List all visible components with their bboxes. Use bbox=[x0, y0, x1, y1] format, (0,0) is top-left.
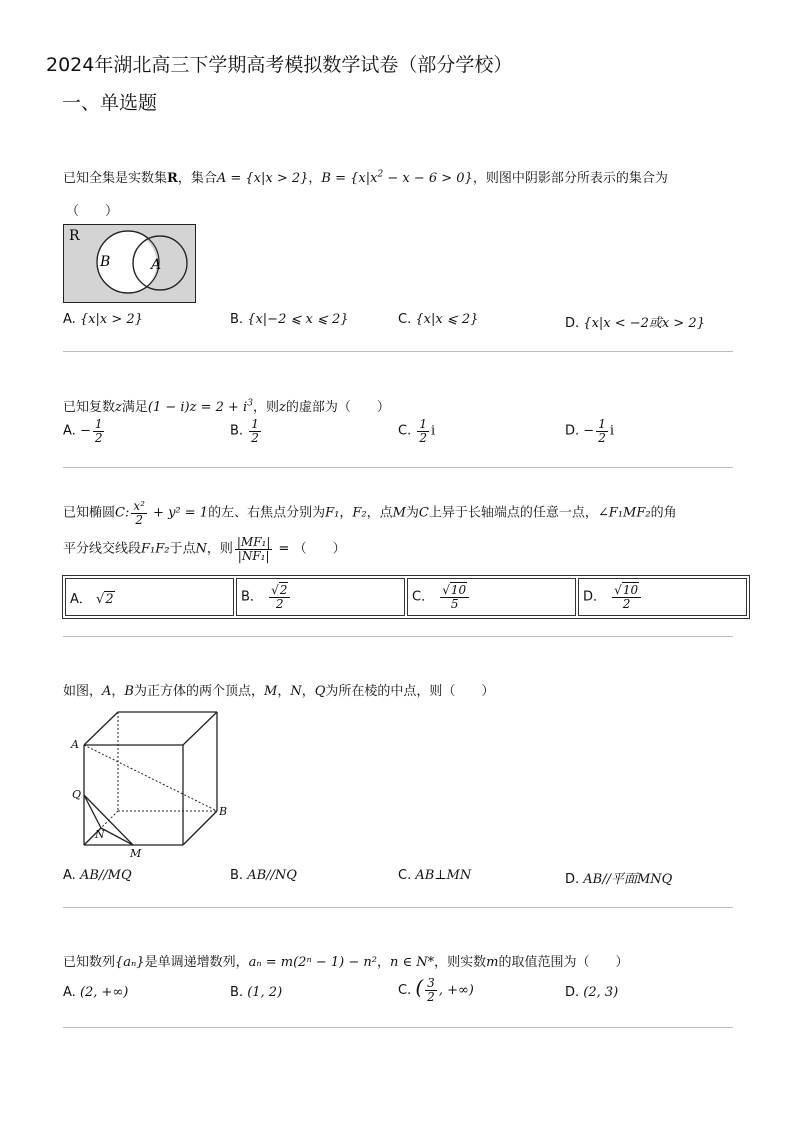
q3-options-table bbox=[62, 575, 750, 619]
divider bbox=[63, 467, 733, 468]
q5-option-b[interactable]: B. (1, 2) bbox=[230, 985, 283, 1000]
q1-option-b[interactable]: B. {x|−2 ⩽ x ⩽ 2} bbox=[230, 312, 349, 327]
q3-option-c[interactable]: C． $\frac{√10}{5}$ bbox=[407, 578, 576, 616]
q1-option-a[interactable]: A. {x|x > 2} bbox=[63, 312, 143, 327]
q1-option-d[interactable]: D. {x|x < −2或x > 2} bbox=[565, 316, 705, 331]
q2-option-c[interactable]: C. $\frac{1}{2}$ i bbox=[398, 417, 436, 445]
divider bbox=[63, 351, 733, 352]
question-4-stem: 如图，A，B为正方体的两个顶点，M，N，Q为所在棱的中点，则（ ） bbox=[63, 684, 495, 699]
q2-option-b[interactable]: B. $\frac{1}{2}$ bbox=[230, 417, 259, 445]
question-5-stem: 已知数列{aₙ}是单调递增数列，aₙ = m(2ⁿ − 1) − n²，n ∈ N*，则实数m的取值范围为（ ） bbox=[63, 955, 629, 970]
question-3-line-1: 已知椭圆C: $\frac{\text{x²}}{2}$ + y² = 1的左、右焦点分别为F₁，F₂，点M为C上异于长轴端点的任意一点，∠F₁MF₂的角 bbox=[63, 499, 677, 527]
cube-label-N: N bbox=[95, 828, 105, 841]
q1-option-c[interactable]: C. {x|x ⩽ 2} bbox=[398, 312, 479, 327]
q4-option-a[interactable]: A. AB//MQ bbox=[63, 868, 132, 883]
q4-option-c[interactable]: C. AB⊥MN bbox=[398, 868, 472, 883]
q3-option-a[interactable]: A． √2 bbox=[65, 578, 234, 616]
q5-option-d[interactable]: D. (2, 3) bbox=[565, 985, 619, 1000]
q4-option-d[interactable]: D. AB//平面MNQ bbox=[565, 872, 673, 887]
page-title: 2024年湖北高三下学期高考模拟数学试卷（部分学校） bbox=[46, 54, 513, 76]
q5-option-a[interactable]: A. (2, +∞) bbox=[63, 985, 129, 1000]
q2-option-a[interactable]: A. − $\frac{1}{2}$ bbox=[63, 417, 103, 445]
cube-label-M: M bbox=[130, 847, 142, 860]
question-3-line-2: 平分线交线段F₁F₂于点N，则 $\frac{\text{|MF₁|}}{\text{|NF₁|}}$ = （ ） bbox=[63, 535, 346, 563]
q3-option-d[interactable]: D． $\frac{√10}{2}$ bbox=[578, 578, 747, 616]
cube-label-Q: Q bbox=[72, 788, 82, 801]
cube-label-A: A bbox=[71, 738, 79, 751]
venn-diagram bbox=[63, 224, 197, 304]
question-1-stem: 已知全集是实数集R，集合A = {x|x > 2}，$B = \{x|x^2 - x - 6 > 0\}$，则图中阴影部分所表示的集合为 bbox=[63, 169, 668, 186]
question-1-paren: （ ） bbox=[66, 204, 119, 219]
venn-label-A: A bbox=[151, 257, 162, 273]
q5-option-c[interactable]: C. ( $\frac{3}{2}$ , +∞) bbox=[398, 975, 474, 1004]
question-2-stem: 已知复数z满足$(1 - i)z = 2 + i^3$，则z的虚部为（ ） bbox=[63, 398, 390, 415]
q2-option-d[interactable]: D. − $\frac{1}{2}$ i bbox=[565, 417, 615, 445]
venn-label-R: R bbox=[69, 228, 80, 244]
section-heading: 一、单选题 bbox=[62, 92, 158, 114]
venn-label-B: B bbox=[100, 254, 111, 270]
q4-option-b[interactable]: B. AB//NQ bbox=[230, 868, 297, 883]
cube-label-B: B bbox=[219, 805, 228, 818]
divider bbox=[63, 1027, 733, 1028]
q3-option-b[interactable]: B． $\frac{√2}{2}$ bbox=[236, 578, 405, 616]
divider bbox=[63, 907, 733, 908]
divider bbox=[63, 636, 733, 637]
cube-diagram bbox=[63, 705, 238, 860]
